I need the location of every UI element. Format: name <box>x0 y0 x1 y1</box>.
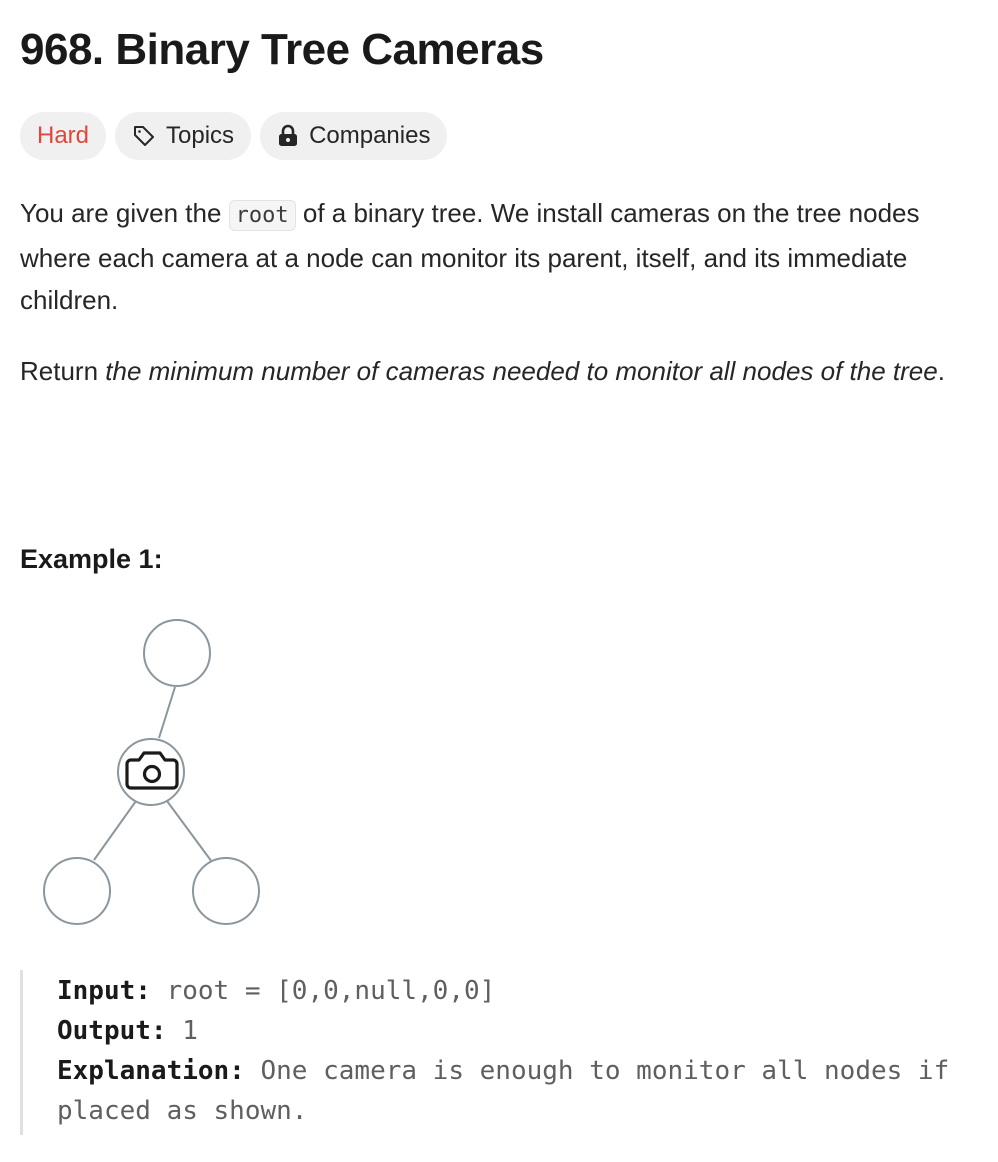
explanation-value: One camera is enough to monitor all nodes if placed as shown. <box>57 1056 965 1126</box>
companies-label: Companies <box>309 122 431 149</box>
tree-node-root <box>144 620 210 686</box>
lock-icon <box>277 124 299 148</box>
input-value: root = [0,0,null,0,0] <box>150 976 496 1006</box>
return-paragraph <box>20 350 975 392</box>
example-title: Example 1: <box>20 544 163 574</box>
return-text: . <box>937 356 945 386</box>
input-label: Input: <box>57 976 151 1006</box>
page-title: 968. Binary Tree Cameras <box>20 25 544 74</box>
description-text: You are given the <box>20 198 229 228</box>
difficulty-label: Hard <box>37 122 90 149</box>
topics-button[interactable] <box>115 112 251 160</box>
inline-code-root: root <box>229 200 296 231</box>
return-emphasis: the minimum number of cameras needed to monitor all nodes of the tree <box>105 356 938 386</box>
tree-edge <box>159 687 175 738</box>
topics-label: Topics <box>166 122 235 149</box>
explanation-label: Explanation: <box>57 1056 245 1086</box>
companies-button[interactable] <box>260 112 447 160</box>
tree-edge <box>167 801 212 862</box>
output-value: 1 <box>166 1016 198 1046</box>
output-label: Output: <box>57 1016 167 1046</box>
description-text: of a binary tree. We install cameras on the tree nodes where each camera at a node can monitor its parent, itself, and its immediate children. <box>20 198 920 315</box>
tree-node-leaf <box>193 858 259 924</box>
description-paragraph <box>20 192 975 321</box>
example-io-block <box>20 970 980 1135</box>
tree-diagram <box>40 612 290 932</box>
tag-icon <box>132 124 156 148</box>
example-output <box>57 1011 980 1051</box>
example-input <box>57 971 980 1011</box>
problem-tags <box>20 112 447 160</box>
return-text: Return <box>20 356 106 386</box>
example-explanation <box>57 1051 980 1131</box>
difficulty-badge <box>20 112 106 160</box>
tree-edge <box>94 801 136 860</box>
tree-node-leaf <box>44 858 110 924</box>
